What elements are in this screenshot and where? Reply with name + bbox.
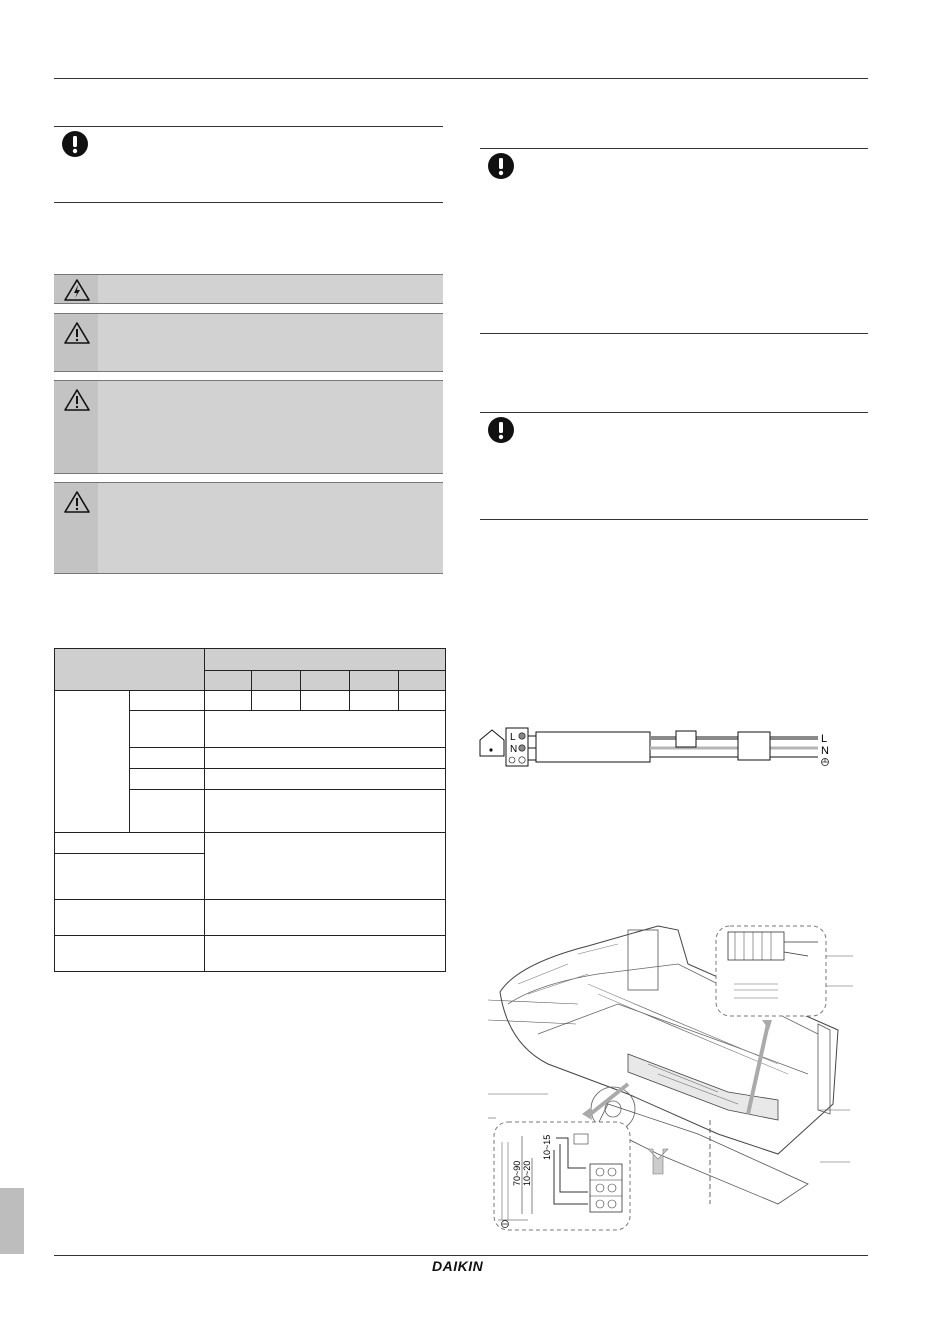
table-cell xyxy=(399,691,446,711)
house-icon xyxy=(480,730,504,756)
spec-table xyxy=(54,648,446,972)
table-header-cell xyxy=(55,649,205,691)
footer-rule xyxy=(54,1255,868,1256)
table-cell xyxy=(130,711,205,748)
wiring-diagram xyxy=(478,724,838,770)
table-cell xyxy=(252,691,301,711)
table-cell xyxy=(301,691,350,711)
warning-triangle-icon xyxy=(64,322,90,344)
installation-figure xyxy=(478,924,858,1234)
table-cell xyxy=(205,900,446,936)
dimension-strip-a: 70~90 xyxy=(512,1160,522,1186)
header-rule xyxy=(54,78,868,79)
table-cell xyxy=(205,769,446,790)
table-cell xyxy=(55,936,205,972)
table-cell xyxy=(205,691,252,711)
warning-block-1 xyxy=(54,313,443,372)
table-cell xyxy=(130,748,205,769)
table-cell xyxy=(55,900,205,936)
exclamation-notice-icon xyxy=(61,130,89,158)
danger-electric-block xyxy=(54,274,443,304)
dimension-strip-b: 10~20 xyxy=(522,1160,532,1186)
table-cell xyxy=(130,769,205,790)
table-cell xyxy=(350,691,399,711)
brand-logo: DAIKIN xyxy=(432,1258,484,1274)
table-cell xyxy=(130,691,205,711)
dimension-strip-c: 10~15 xyxy=(542,1134,552,1160)
notice-top-rule xyxy=(480,412,868,413)
section-side-tab xyxy=(0,1188,24,1254)
warning-triangle-icon xyxy=(64,491,90,513)
svg-text:L: L xyxy=(510,732,516,743)
warning-block-3 xyxy=(54,482,443,574)
table-cell xyxy=(205,790,446,833)
notice-bottom-rule xyxy=(480,333,868,334)
table-cell xyxy=(205,711,446,748)
table-cell xyxy=(55,854,205,900)
warning-block-2 xyxy=(54,380,443,474)
exclamation-notice-icon xyxy=(487,152,515,180)
warning-triangle-icon xyxy=(64,389,90,411)
table-header-cell xyxy=(399,671,446,691)
table-cell xyxy=(55,691,130,833)
table-header-cell xyxy=(252,671,301,691)
notice-bottom-rule xyxy=(54,202,443,203)
notice-top-rule xyxy=(480,148,868,149)
table-header-cell xyxy=(205,649,446,671)
table-cell xyxy=(205,833,446,900)
svg-text:N: N xyxy=(510,744,518,755)
electric-hazard-icon xyxy=(64,279,90,301)
wire-label-neutral: N xyxy=(821,745,829,757)
table-cell xyxy=(205,936,446,972)
table-header-cell xyxy=(350,671,399,691)
table-header-cell xyxy=(205,671,252,691)
notice-bottom-rule xyxy=(480,519,868,520)
table-cell xyxy=(205,748,446,769)
table-header-cell xyxy=(301,671,350,691)
wire-label-line: L xyxy=(821,733,828,745)
table-cell xyxy=(130,790,205,833)
ground-icon xyxy=(822,759,829,766)
notice-top-rule xyxy=(54,126,443,127)
exclamation-notice-icon xyxy=(487,416,515,444)
table-cell xyxy=(55,833,205,854)
